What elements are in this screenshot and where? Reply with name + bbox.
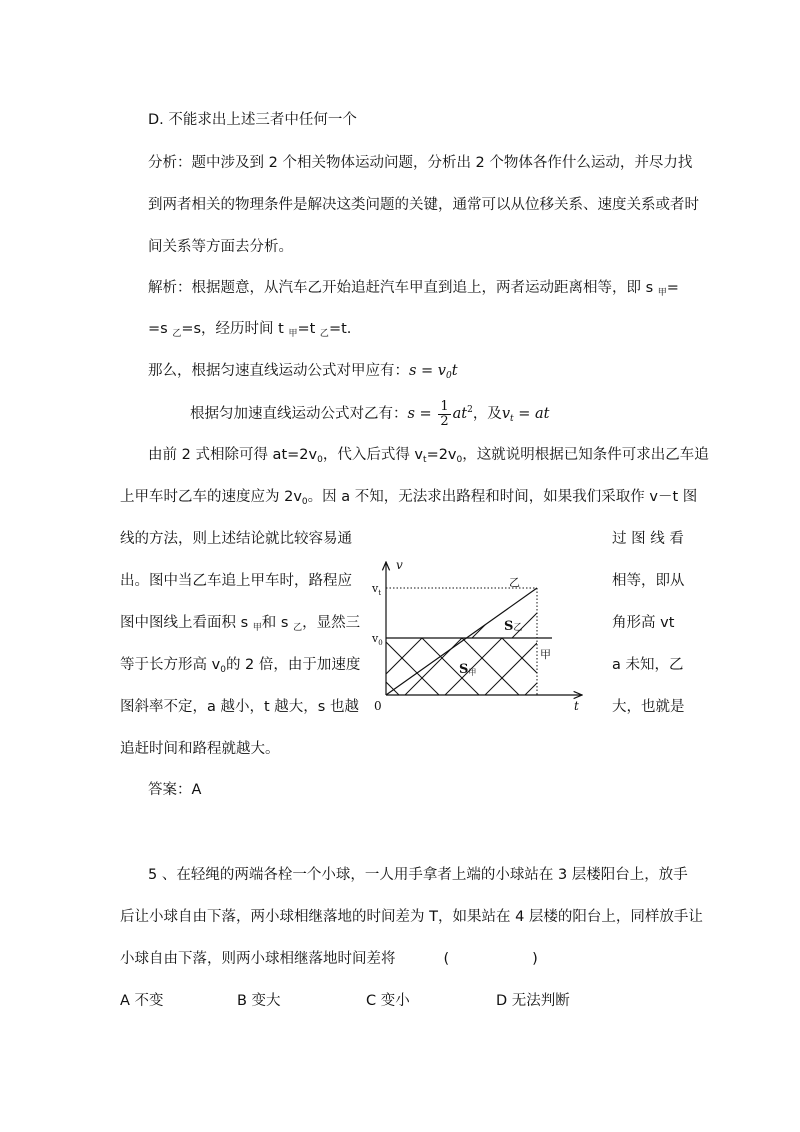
vt-graph-figure	[362, 552, 602, 720]
fraction-half	[438, 400, 450, 429]
s-jia-label	[459, 662, 476, 677]
q5-option-d: D 无法判断	[496, 993, 570, 1009]
text-fragment: ，显然三	[302, 615, 361, 631]
s-jia-sub: 甲	[468, 668, 477, 677]
wrap-left-3	[120, 614, 360, 637]
solution-line-1-suffix: =	[666, 280, 679, 296]
jia-label: 甲	[540, 648, 551, 661]
text-fragment: 小球自由下落，则两小球相继落地时间差将	[120, 951, 396, 967]
text-fragment: ，及	[472, 406, 502, 422]
wrap-right-3: 角形高 vt	[612, 615, 675, 631]
s-yi-main: S	[504, 619, 514, 634]
text-fragment: 的 2 倍，由于加速度	[225, 657, 361, 673]
text-fragment: 和 s	[261, 615, 294, 631]
sub-yi: 乙	[293, 623, 303, 633]
wrap-right-1: 过 图 线 看	[612, 531, 684, 547]
text-fragment: =s，经历时间 t	[181, 321, 289, 337]
formula-part: v	[501, 406, 511, 422]
text-fragment: ，代入后式得 v	[322, 447, 424, 463]
q5-option-c: C 变小	[366, 993, 410, 1009]
text-fragment: 根据匀加速直线运动公式对乙有：	[190, 406, 408, 422]
formula-sub: t	[510, 414, 514, 424]
sub-yi: 乙	[172, 329, 182, 339]
solution-line-4	[190, 396, 549, 433]
t-axis-label: t	[574, 699, 579, 713]
sub-jia: 甲	[657, 288, 667, 298]
v0-label-sub: 0	[378, 639, 383, 647]
vt-label	[371, 582, 381, 597]
sub-0: 0	[317, 455, 323, 465]
analysis-line-3: 间关系等方面去分析。	[148, 239, 293, 255]
text-fragment: 等于长方形高 v	[120, 657, 221, 673]
text-fragment: 。因 a 不知，无法求出路程和时间，如果我们采取作 v－t 图	[307, 489, 698, 505]
answer-blank: ( )	[443, 951, 538, 967]
sub-0: 0	[456, 455, 463, 465]
solution-line-3	[148, 362, 458, 385]
vt-label-main: v	[372, 582, 379, 595]
s-yi-sub: 乙	[513, 623, 523, 633]
sub-0: 0	[301, 497, 308, 507]
option-d: D. 不能求出上述三者中任何一个	[148, 112, 357, 128]
text-fragment: 由前 2 式相除可得 at=2v	[148, 447, 318, 463]
v0-label-main: v	[372, 632, 379, 645]
text-fragment: 图中图线上看面积 s	[120, 615, 253, 631]
analysis-line-2: 到两者相关的物理条件是解决这类问题的关键，通常可以从位移关系、速度关系或者时	[148, 197, 699, 213]
v0-label	[371, 632, 383, 647]
sub-jia: 甲	[288, 329, 298, 339]
formula-part: = at	[513, 406, 550, 422]
sub-jia: 甲	[252, 623, 262, 633]
sub-t: t	[423, 455, 427, 465]
q5-option-a: A 不变	[120, 993, 164, 1009]
wrap-right-4: a 未知，乙	[612, 657, 684, 673]
wrap-right-2: 相等，即从	[612, 573, 685, 589]
text-fragment: =s	[148, 321, 173, 337]
s-yi-label	[504, 619, 522, 634]
text-fragment: 上甲车时乙车的速度应为 2v	[120, 489, 302, 505]
text-fragment: =t	[297, 321, 320, 337]
fraction-denominator: 2	[440, 413, 449, 429]
q5-line-2: 后让小球自由下落，两小球相继落地的时间差为 T，如果站在 4 层楼的阳台上，同样放手让	[120, 909, 703, 925]
solution-line-1-prefix: 解析：根据题意，从汽车乙开始追赶汽车甲直到追上，两者运动距离相等，即 s	[148, 280, 658, 296]
wrap-left-1: 线的方法，则上述结论就比较容易通	[120, 531, 352, 547]
text-fragment: ，这就说明根据已知条件可求出乙车追	[462, 447, 709, 463]
formula-exponent: 2	[467, 405, 473, 415]
text-fragment: =t.	[328, 321, 352, 337]
sub-0: 0	[220, 665, 226, 675]
formula-part: t	[451, 363, 458, 379]
answer: 答案：A	[148, 782, 202, 798]
wrap-left-4	[120, 656, 360, 679]
wrap-right-5: 大，也就是	[612, 699, 685, 715]
text-fragment: =2v	[426, 447, 457, 463]
analysis-line-1: 分析：题中涉及到 2 个相关物体运动问题，分析出 2 个物体各作什么运动，并尽力找	[148, 155, 693, 171]
q5-line-3	[120, 950, 538, 968]
formula-part: at	[452, 406, 468, 422]
formula-part: s = v	[409, 363, 447, 379]
vt-label-sub: t	[378, 589, 382, 597]
derivation-line-2	[120, 488, 697, 511]
text-fragment: 那么，根据匀速直线运动公式对甲应有：	[148, 363, 409, 379]
hatch-rectangle	[362, 638, 602, 720]
formula-sub: 0	[446, 371, 452, 381]
q5-option-b: B 变大	[237, 993, 281, 1009]
wrap-left-2: 出。图中当乙车追上甲车时，路程应	[120, 573, 352, 589]
s-jia-main: S	[459, 662, 469, 677]
formula-uniform	[409, 363, 458, 379]
yi-label: 乙	[509, 576, 520, 589]
wrap-left-5: 图斜率不定，a 越小，t 越大，s 也越	[120, 699, 359, 715]
hatch-triangle	[362, 588, 602, 698]
origin-label: 0	[374, 699, 382, 713]
solution-line-1	[148, 279, 679, 302]
fraction-numerator: 1	[440, 398, 449, 414]
solution-line-2	[148, 320, 351, 343]
derivation-line-1	[148, 446, 709, 469]
q5-line-1: 5 、在轻绳的两端各栓一个小球，一人用手拿者上端的小球站在 3 层楼阳台上，放手	[148, 867, 688, 883]
v-axis-label: v	[396, 558, 403, 572]
derivation-line-8: 追赶时间和路程就越大。	[120, 741, 280, 757]
sub-yi: 乙	[319, 329, 329, 339]
formula-part: s =	[407, 406, 437, 422]
